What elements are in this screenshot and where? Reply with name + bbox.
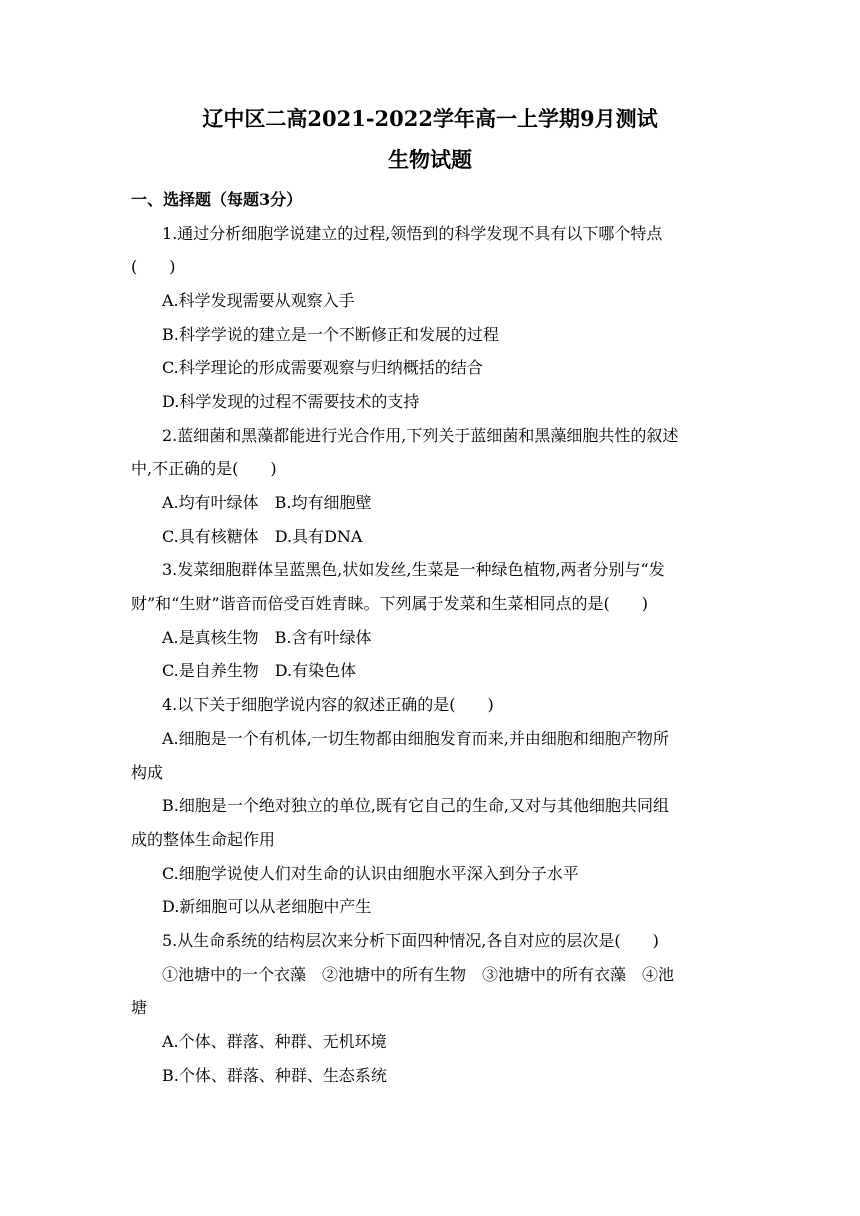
q5-items-line2: 塘 (131, 998, 148, 1017)
q4-option-b-line1: B.细胞是一个绝对独立的单位,既有它自己的生命,又对与其他细胞共同组 (162, 796, 670, 815)
q4-stem: 4.以下关于细胞学说内容的叙述正确的是( ) (162, 695, 494, 714)
q3-options-cd: C.是自养生物 D.有染色体 (162, 661, 357, 680)
exam-subtitle: 生物试题 (388, 147, 472, 172)
q2-stem-line1: 2.蓝细菌和黑藻都能进行光合作用,下列关于蓝细菌和黑藻细胞共性的叙述 (162, 426, 679, 445)
q5-option-a: A.个体、群落、种群、无机环境 (162, 1032, 387, 1051)
q4-option-b-line2: 成的整体生命起作用 (131, 830, 276, 849)
q3-stem-line1: 3.发菜细胞群体呈蓝黑色,状如发丝,生菜是一种绿色植物,两者分别与“发 (162, 560, 665, 579)
q4-option-d: D.新细胞可以从老细胞中产生 (162, 897, 372, 916)
q1-stem-line2: ( ) (131, 257, 176, 276)
q5-items-line1: ①池塘中的一个衣藻 ②池塘中的所有生物 ③池塘中的所有衣藻 ④池 (162, 965, 675, 984)
q1-stem-line1: 1.通过分析细胞学说建立的过程,领悟到的科学发现不具有以下哪个特点 (162, 224, 663, 243)
q4-option-a-line1: A.细胞是一个有机体,一切生物都由细胞发育而来,并由细胞和细胞产物所 (162, 729, 669, 748)
q4-option-a-line2: 构成 (131, 763, 164, 782)
q2-options-cd: C.具有核糖体 D.具有DNA (162, 527, 363, 546)
q1-option-d: D.科学发现的过程不需要技术的支持 (162, 392, 420, 411)
q2-stem-line2: 中,不正确的是( ) (131, 459, 277, 478)
q4-option-c: C.细胞学说使人们对生命的认识由细胞水平深入到分子水平 (162, 864, 579, 883)
q3-options-ab: A.是真核生物 B.含有叶绿体 (162, 628, 372, 647)
q2-options-ab: A.均有叶绿体 B.均有细胞壁 (162, 493, 372, 512)
q3-stem-line2: 财”和“生财”谐音而倍受百姓青睐。下列属于发菜和生菜相同点的是( ) (131, 594, 649, 613)
q1-option-a: A.科学发现需要从观察入手 (162, 291, 355, 310)
q5-option-b: B.个体、群落、种群、生态系统 (162, 1066, 387, 1085)
q1-option-c: C.科学理论的形成需要观察与归纳概括的结合 (162, 358, 483, 377)
q1-option-b: B.科学学说的建立是一个不断修正和发展的过程 (162, 325, 499, 344)
q5-stem: 5.从生命系统的结构层次来分析下面四种情况,各自对应的层次是( ) (162, 931, 659, 950)
exam-title: 辽中区二高2021-2022学年高一上学期9月测试 (202, 106, 658, 131)
section-heading: 一、选择题（每题3分） (131, 190, 303, 209)
